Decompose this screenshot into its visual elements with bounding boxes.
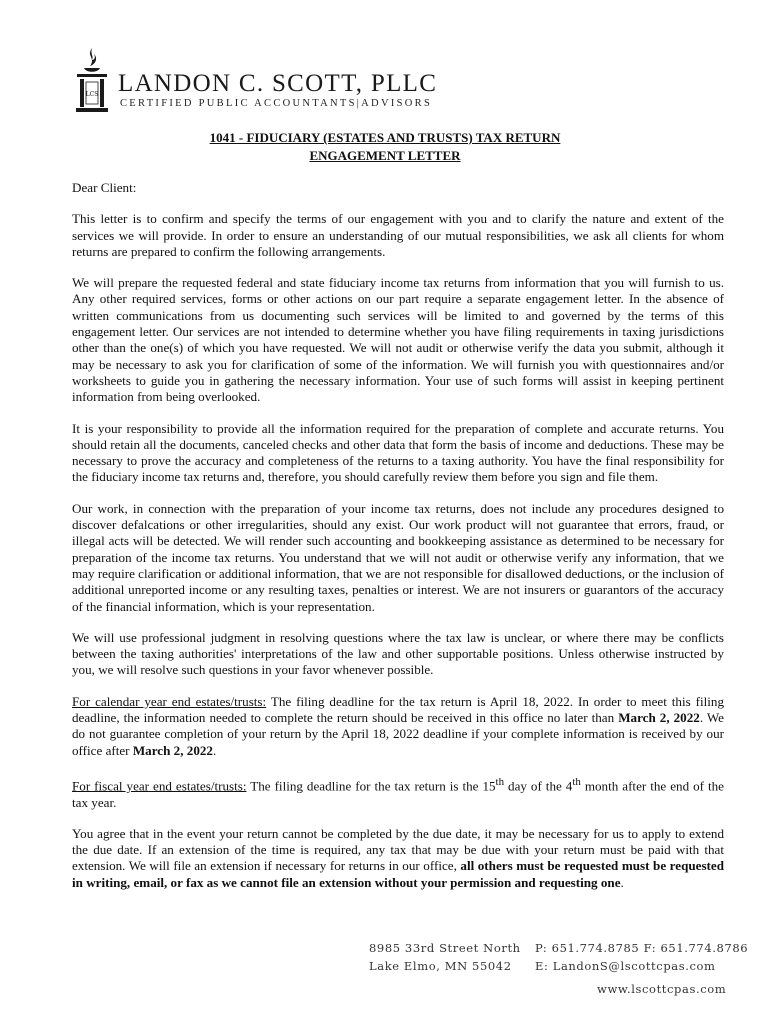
address-line-2: Lake Elmo, MN 55042	[369, 959, 512, 973]
letter-body	[72, 180, 724, 906]
firm-logo	[74, 46, 438, 114]
calendar-year-text-1: The filing deadline for the tax return is April 18, 2022. In order to meet this filing deadline, the information needed to complete the return should be received in this office no later than	[72, 693, 724, 726]
paragraph-limitations: Our work, in connection with the preparation of your income tax returns, does not include any procedures designed to discover defalcations or other irregularities, should any exist. Our work product will not guarantee that errors, fraud, or illegal acts will be detected. We will render such accounting and bookkeeping assistance as determined to be necessary for preparation of the income tax returns. You understand that we will not audit or otherwise verify any information, that we may require clarification or additional information, that we are not responsible for disallowed deductions, or the inclusion of additional unreported income or any resulting taxes, penalties or interest. We are not insurers or guarantors of the accuracy of the financial information, which is your representation.	[72, 500, 724, 614]
calendar-year-text-2: . We do not guarantee completion of your return by the April 18, 2022 deadline if your complete information is received by our office after	[72, 710, 724, 758]
extension-end: .	[620, 874, 624, 890]
logo-initials: LCS	[85, 91, 99, 98]
paragraph-extension	[72, 826, 724, 891]
email-address: E: LandonS@lscottcpas.com	[535, 959, 716, 973]
paragraph-scope: We will prepare the requested federal and state fiduciary income tax returns from information that you will furnish to us. Any other required services, forms or other actions on our part require a separate engagement letter. In the absence of written communications from us documenting such services will be limited to and governed by the terms of this engagement letter. Our services are not intended to determine whether you have filing requirements in taxing jurisdictions other than the one(s) of which you have requested. We will not audit or otherwise verify the data you submit, although it may be necessary to ask you for clarification of some of the information. We will furnish you with questionnaires and/or worksheets to guide you in gathering the necessary information. Your use of such forms will assist in keeping pertinent information from being overlooked.	[72, 275, 724, 405]
document-title: 1041 - FIDUCIARY (ESTATES AND TRUSTS) TAX RETURN	[209, 130, 561, 145]
salutation: Dear Client:	[72, 180, 137, 195]
firm-name: LANDON C. SCOTT, PLLC	[118, 70, 438, 97]
address-line-1: 8985 33rd Street North	[369, 941, 521, 955]
column-torch-icon	[74, 46, 110, 114]
calendar-year-text-3: .	[212, 742, 217, 758]
document-subtitle: ENGAGEMENT LETTER	[309, 148, 461, 163]
phone-fax: P: 651.774.8785 F: 651.774.8786	[535, 941, 749, 955]
extension-bold-text: all others must be requested must be requested in writing, email, or fax as we cannot file an extension without your permission and requesting one	[72, 858, 724, 890]
website: www.lscottcpas.com	[597, 982, 727, 996]
calendar-deadline-date-2: March 2, 2022	[132, 742, 213, 758]
fiscal-year-heading: For fiscal year end estates/trusts:	[72, 778, 247, 794]
fiscal-year-text-1: The filing deadline for the tax return is the 15	[246, 778, 496, 794]
fiscal-year-text-3: month after the end of the tax year.	[72, 778, 724, 810]
paragraph-fiscal-year	[72, 774, 724, 811]
paragraph-intro: This letter is to confirm and specify the terms of our engagement with you and to clarify the nature and extent of the services we will provide. In order to ensure an understanding of our mutual responsibilities, we ask all clients for whom returns are prepared to confirm the following arrangements.	[72, 211, 724, 259]
paragraph-responsibility: It is your responsibility to provide all the information required for the preparation of complete and accurate returns. You should retain all the documents, canceled checks and other data that form the basis of income and deductions. These may be necessary to prove the accuracy and completeness of the returns to a taxing authority. You have the final responsibility for the fiduciary income tax returns and, therefore, you should carefully review them before you sign and file them.	[72, 420, 724, 485]
paragraph-judgment: We will use professional judgment in resolving questions where the tax law is unclear, or where there may be conflicts between the taxing authorities' interpretations of the law and other supportable positions. Unless otherwise instructed by you, we will resolve such questions in your favor whenever possible.	[72, 629, 724, 678]
fiscal-year-text-2: day of the 4	[504, 778, 573, 794]
fiscal-year-sup-1: th	[495, 775, 505, 788]
paragraph-calendar-year	[72, 694, 724, 759]
calendar-year-heading: For calendar year end estates/trusts:	[72, 693, 267, 709]
firm-subtitle: CERTIFIED PUBLIC ACCOUNTANTS|ADVISORS	[120, 98, 433, 109]
fiscal-year-sup-2: th	[572, 775, 581, 788]
letterhead-footer	[0, 940, 770, 1000]
calendar-deadline-date-1: March 2, 2022	[618, 710, 700, 726]
extension-text: You agree that in the event your return cannot be completed by the due date, it may be necessary for us to apply to extend the due date. If an extension of the time is required, any tax that may be due with your return must be paid with that extension. We will file an extension if necessary for returns in our office,	[72, 825, 724, 874]
